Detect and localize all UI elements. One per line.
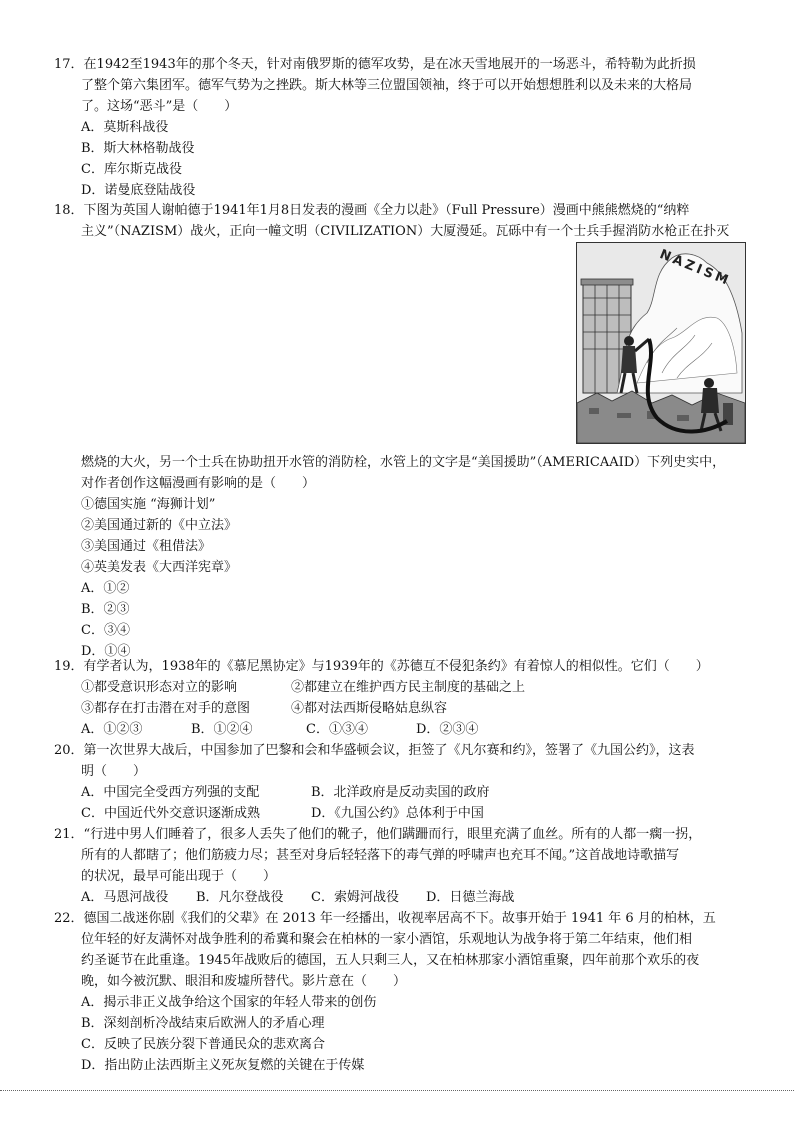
question-20-stem-line-1: 20．第一次世界大战后，中国参加了巴黎和会和华盛顿会议，拒签了《凡尔赛和约》，签署了《九国公约》，这表 xyxy=(54,743,695,758)
cartoon-nazism-label: NAZISM xyxy=(657,247,733,290)
question-19-item-3: ③都存在打击潜在对手的意图 xyxy=(81,701,251,716)
question-17-stem-line-2: 了整个第六集团军。德军气势为之挫跌。斯大林等三位盟国领袖，终于可以开始想想胜利以及未来的大格局 xyxy=(81,78,693,93)
question-18-option-a[interactable]: A．①② xyxy=(81,581,130,596)
question-20-option-c[interactable]: C．中国近代外交意识逐渐成熟 xyxy=(81,806,260,821)
question-19-items-row-2 xyxy=(54,698,744,719)
question-18-continued xyxy=(54,452,744,662)
question-22 xyxy=(54,908,744,1076)
question-19-option-b[interactable]: B．①②④ xyxy=(191,722,253,737)
question-21-option-b[interactable]: B．凡尔登战役 xyxy=(196,890,284,905)
question-21-options xyxy=(54,887,744,908)
question-22-option-a[interactable]: A．揭示非正义战争给这个国家的年轻人带来的创伤 xyxy=(81,995,377,1010)
question-22-stem-line-3: 约圣诞节在此重逢。1945年战败后的德国，五人只剩三人，又在柏林那家小酒馆重聚，四年前那个欢乐的夜 xyxy=(81,953,700,968)
question-19-item-4: ④都对法西斯侵略姑息纵容 xyxy=(291,701,448,716)
question-22-option-d[interactable]: D．指出防止法西斯主义死灰复燃的关键在于传媒 xyxy=(81,1058,365,1073)
question-20-option-d[interactable]: D．《九国公约》总体利于中国 xyxy=(311,806,484,821)
question-20-option-a[interactable]: A．中国完全受西方列强的支配 xyxy=(81,785,260,800)
cartoon-full-pressure xyxy=(576,242,746,444)
question-18-item-1: ①德国实施 “海狮计划” xyxy=(81,497,216,512)
question-20-options-row-1 xyxy=(54,782,744,803)
question-19-stem-line-1: 19．有学者认为，1938年的《慕尼黑协定》与1939年的《苏德互不侵犯条约》有着惊人的相似性。它们（ ） xyxy=(54,659,709,674)
question-21 xyxy=(54,824,744,908)
question-18-option-c[interactable]: C．③④ xyxy=(81,623,130,638)
page-bottom-divider xyxy=(0,1090,794,1091)
question-17-option-c[interactable]: C．库尔斯克战役 xyxy=(81,162,182,177)
question-17-option-a[interactable]: A．莫斯科战役 xyxy=(81,120,169,135)
question-18-stem-line-1: 18．下图为英国人谢帕德于1941年1月8日发表的漫画《全力以赴》（Full Pressure）漫画中熊熊燃烧的“纳粹 xyxy=(54,203,690,218)
question-17-stem-line-1: 17．在1942至1943年的那个冬天，针对南俄罗斯的德军攻势，是在冰天雪地展开的一场恶斗，希特勒为此折损 xyxy=(54,57,696,72)
question-18-item-3: ③美国通过《租借法》 xyxy=(81,539,212,554)
question-22-option-b[interactable]: B．深刻剖析冷战结束后欧洲人的矛盾心理 xyxy=(81,1016,325,1031)
question-19-item-1: ①都受意识形态对立的影响 xyxy=(81,680,238,695)
question-19 xyxy=(54,656,744,740)
question-19-option-d[interactable]: D．②③④ xyxy=(416,722,479,737)
question-22-stem-line-4: 晚，如今被沉默、眼泪和废墟所替代。影片意在（ ） xyxy=(81,974,407,989)
question-21-stem-line-3: 的状况，最早可能出现于（ ） xyxy=(81,869,277,884)
question-21-option-a[interactable]: A．马恩河战役 xyxy=(81,890,169,905)
question-21-stem-line-2: 所有的人都瞎了；他们筋疲力尽；甚至对身后轻轻落下的毒气弹的呼啸声也充耳不闻。”这首战地诗歌描写 xyxy=(81,848,680,863)
question-17 xyxy=(54,54,744,201)
question-22-option-c[interactable]: C．反映了民族分裂下普通民众的悲欢离合 xyxy=(81,1037,325,1052)
question-17-stem-line-3: 了。这场“恶斗”是（ ） xyxy=(81,99,238,114)
question-19-option-a[interactable]: A．①②③ xyxy=(81,722,143,737)
question-17-option-d[interactable]: D．诺曼底登陆战役 xyxy=(81,183,196,198)
question-22-stem-line-2: 位年轻的好友满怀对战争胜利的希冀和聚会在柏林的一家小酒馆，乐观地认为战争将于第二年结束，他们相 xyxy=(81,932,693,947)
question-21-option-c[interactable]: C．索姆河战役 xyxy=(311,890,399,905)
question-19-options xyxy=(54,719,744,740)
question-17-option-b[interactable]: B．斯大林格勒战役 xyxy=(81,141,195,156)
question-19-items-row-1 xyxy=(54,677,744,698)
question-20 xyxy=(54,740,744,824)
question-21-stem-line-1: 21．“行进中男人们睡着了，很多人丢失了他们的靴子，他们蹒跚而行，眼里充满了血丝。所有的人都一瘸一拐， xyxy=(54,827,702,842)
cartoon-illustration xyxy=(577,243,745,443)
question-22-stem-line-1: 22．德国二战迷你剧《我们的父辈》在 2013 年一经播出，收视率居高不下。故事开始于 1941 年 6 月的柏林，五 xyxy=(54,911,716,926)
question-18-stem-line-4: 对作者创作这幅漫画有影响的是（ ） xyxy=(81,476,316,491)
question-19-option-c[interactable]: C．①③④ xyxy=(306,722,368,737)
question-18-stem-line-3: 燃烧的大火，另一个士兵在协助扭开水管的消防栓，水管上的文字是“美国援助”（AMERICAAID）下列史实中， xyxy=(81,455,726,470)
question-19-item-2: ②都建立在维护西方民主制度的基础之上 xyxy=(291,680,526,695)
question-18-item-4: ④英美发表《大西洋宪章》 xyxy=(81,560,238,575)
question-18 xyxy=(54,200,744,242)
question-18-option-b[interactable]: B．②③ xyxy=(81,602,130,617)
question-20-options-row-2 xyxy=(54,803,744,824)
question-18-stem-line-2: 主义”（NAZISM）战火，正向一幢文明（CIVILIZATION）大厦漫延。瓦砾中有一个士兵手握消防水枪正在扑灭 xyxy=(81,224,730,239)
question-20-option-b[interactable]: B．北洋政府是反动卖国的政府 xyxy=(311,785,490,800)
question-20-stem-line-2: 明（ ） xyxy=(81,764,147,779)
question-18-item-2: ②美国通过新的《中立法》 xyxy=(81,518,238,533)
question-21-option-d[interactable]: D．日德兰海战 xyxy=(426,890,515,905)
question-18-option-d[interactable]: D．①④ xyxy=(81,644,131,659)
